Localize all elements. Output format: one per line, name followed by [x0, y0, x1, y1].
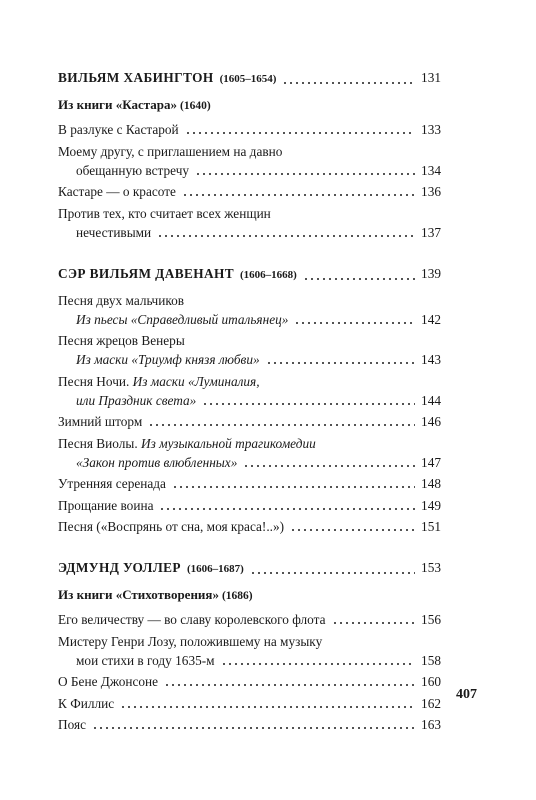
author-heading: [58, 264, 441, 285]
page-ref: 149: [421, 497, 441, 513]
entry-source-part: Из музыкальной трагикомедии: [140, 435, 316, 451]
book-subheading: [58, 95, 441, 116]
page-ref: 144: [421, 392, 441, 408]
page-ref: 139: [421, 265, 441, 281]
entry-text: Песня жрецов Венеры: [58, 333, 185, 348]
dot-leader: [182, 194, 415, 196]
entry-line: [58, 372, 441, 391]
entry-line: [58, 632, 441, 651]
dot-leader: [290, 529, 415, 531]
author-name: ВИЛЬЯМ ХАБИНГТОН: [58, 70, 214, 85]
page-ref: 142: [421, 311, 441, 327]
entry-text: Его величеству — во славу королевского флота: [58, 612, 326, 627]
toc-section: [58, 558, 441, 734]
toc-entry: [58, 694, 441, 713]
page-ref: 143: [421, 352, 441, 367]
page-ref: 156: [421, 612, 441, 627]
entry-text: Мистеру Генри Лозу, положившему на музыку: [58, 633, 323, 649]
entry-text: обещанную встречу: [76, 162, 190, 178]
author-heading: [58, 68, 441, 89]
dot-leader: [148, 424, 415, 426]
entry-text: Утренняя серенада: [58, 476, 166, 491]
dot-leader: [303, 278, 415, 280]
toc-entry: [58, 372, 441, 410]
dot-leader: [250, 572, 415, 574]
entry-text: [58, 434, 316, 453]
dot-leader: [195, 173, 415, 175]
entry-line: [58, 223, 441, 242]
page-ref: 158: [421, 652, 441, 668]
entry-text: Пояс: [58, 717, 87, 732]
entry-line: [58, 453, 441, 472]
entry-text: Моему другу, с приглашением на давно: [58, 143, 283, 159]
entry-text: Песня двух мальчиков: [58, 292, 185, 308]
entry-line: [58, 310, 441, 329]
entry-line: [58, 672, 441, 691]
book-title: Из книги «Стихотворения»: [58, 587, 219, 602]
entry-text: мои стихи в году 1635-м: [76, 652, 215, 668]
page-ref: 131: [421, 70, 441, 85]
entry-line: [58, 204, 441, 223]
entry-line: [58, 182, 441, 201]
author-heading: [58, 558, 441, 579]
page-number: 407: [456, 687, 477, 702]
entry-line: [58, 715, 441, 734]
toc-entry: [58, 610, 441, 629]
entry-line: [58, 331, 441, 350]
toc-section: [58, 264, 441, 537]
dot-leader: [202, 403, 415, 405]
entry-text: Песня («Воспрянь от сна, моя краса!..»): [58, 519, 285, 534]
toc-entry: [58, 142, 441, 180]
entry-text: «Закон против влюбленных»: [76, 454, 238, 470]
entry-text: или Праздник света»: [76, 392, 197, 408]
toc-entry: [58, 632, 441, 670]
book-year: (1686): [221, 590, 253, 602]
entry-text: Из маски «Триумф князя любви»: [76, 352, 260, 367]
page-ref: 153: [421, 560, 441, 575]
dot-leader: [120, 706, 415, 708]
page-ref: 151: [421, 519, 441, 534]
toc-entry: [58, 672, 441, 691]
entry-line: [58, 694, 441, 713]
book-year: (1640): [180, 100, 211, 112]
dot-leader: [164, 684, 415, 686]
entry-line: [58, 120, 441, 139]
entry-text: Из пьесы «Справедливый итальянец»: [76, 311, 289, 327]
toc-entry: [58, 517, 441, 536]
dot-leader: [92, 727, 415, 729]
page-ref: 147: [421, 454, 441, 470]
entry-line: [58, 496, 441, 515]
toc-entry: [58, 496, 441, 515]
author-name: ЭДМУНД УОЛЛЕР: [58, 560, 181, 575]
toc-entry: [58, 412, 441, 431]
dot-leader: [332, 622, 415, 624]
entry-text: Кастаре — о красоте: [58, 184, 176, 199]
page-ref: 162: [421, 695, 441, 711]
toc-entry: [58, 291, 441, 329]
toc-entry: [58, 715, 441, 734]
entry-line: [58, 474, 441, 493]
dot-leader: [159, 508, 415, 510]
author-name: СЭР ВИЛЬЯМ ДАВЕНАНТ: [58, 265, 234, 281]
dot-leader: [266, 362, 415, 364]
toc-entry: [58, 474, 441, 493]
page-ref: 160: [421, 674, 441, 689]
dot-leader: [294, 322, 415, 324]
page-ref: 136: [421, 184, 441, 199]
entry-line: [58, 651, 441, 670]
toc-entry: [58, 434, 441, 472]
book-title: Из книги «Кастара»: [58, 97, 177, 112]
entry-line: [58, 517, 441, 536]
dot-leader: [172, 486, 415, 488]
entry-line: [58, 412, 441, 431]
entry-text: Прощание воина: [58, 497, 154, 513]
entry-title-part: Песня Ночи.: [58, 373, 133, 389]
entry-text: [58, 372, 260, 391]
dot-leader: [157, 235, 415, 237]
entry-text: О Бене Джонсоне: [58, 674, 159, 689]
page-ref: 134: [421, 162, 441, 178]
entry-line: [58, 434, 441, 453]
dot-leader: [221, 663, 415, 665]
page-ref: 137: [421, 224, 441, 240]
entry-text: Против тех, кто считает всех женщин: [58, 205, 271, 221]
entry-line: [58, 610, 441, 629]
entry-text: нечестивыми: [76, 224, 152, 240]
toc-entry: [58, 204, 441, 242]
toc-entry: [58, 120, 441, 139]
page-ref: 148: [421, 476, 441, 491]
entry-source-part: Из маски «Луминалия,: [132, 373, 260, 389]
author-dates: (1606–1687): [186, 563, 244, 575]
author-dates: (1606–1668): [240, 268, 297, 281]
table-of-contents: [58, 68, 441, 737]
toc-entry: [58, 182, 441, 201]
entry-text: Зимний шторм: [58, 414, 143, 429]
dot-leader: [282, 82, 415, 84]
page-ref: 163: [421, 717, 441, 732]
entry-line: [58, 142, 441, 161]
entry-line: [58, 161, 441, 180]
entry-text: К Филлис: [58, 695, 115, 711]
page-ref: 133: [421, 122, 441, 137]
entry-line: [58, 391, 441, 410]
book-subheading: [58, 585, 441, 606]
entry-line: [58, 291, 441, 310]
entry-title-part: Песня Виолы.: [58, 435, 141, 451]
entry-text: В разлуке с Кастарой: [58, 122, 179, 137]
dot-leader: [185, 132, 415, 134]
page-ref: 146: [421, 414, 441, 429]
toc-entry: [58, 331, 441, 369]
toc-section: [58, 68, 441, 242]
author-dates: (1605–1654): [219, 73, 277, 85]
dot-leader: [243, 465, 415, 467]
entry-line: [58, 350, 441, 369]
